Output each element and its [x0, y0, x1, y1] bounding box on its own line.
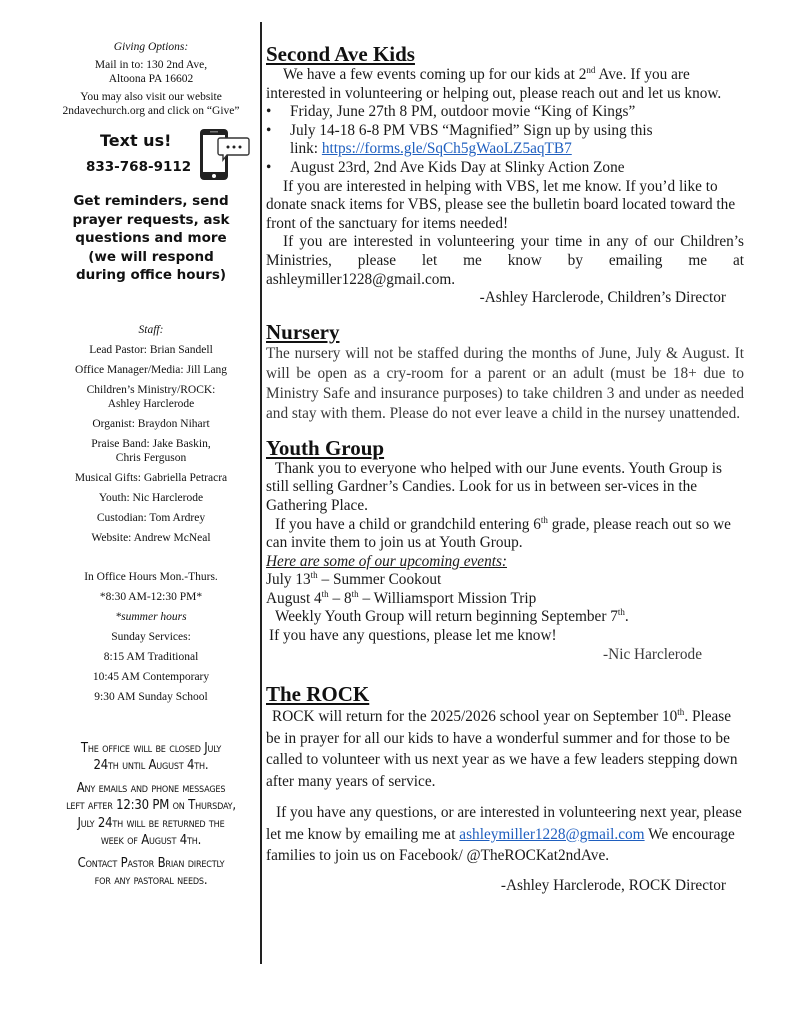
- vbs-signup-link[interactable]: https://forms.gle/SqCh5gWaoLZ5aqTB7: [321, 140, 572, 158]
- hours-line: 8:15 AM Traditional: [103, 650, 199, 663]
- text-us-block: [40, 128, 262, 188]
- text-us-phone: 833-768-9112: [86, 159, 192, 175]
- text: – Summer Cookout: [317, 571, 442, 589]
- smartphone-chat-icon: [198, 128, 250, 182]
- notice-line: left after 12:30 PM on Thursday,: [66, 798, 236, 813]
- text: . Please be in prayer for all our kids to have a wonderful summer and for those to be called to volunteer with us next year as we have a few leaders stepping down after many years of service.: [266, 708, 738, 790]
- youth-paragraph-1: Thank you to everyone who helped with our June events. Youth Group is still selling Gardner’s Candies. Look for us in between ser-vices in the Gathering Place.: [266, 459, 722, 514]
- nursery-body: The nursery will not be staffed during the months of June, July & August. It will be open as a cry-room for a parent or an adult (must be 18+ due to Ministry Safe and insurance purposes) to take children 3 and under as needed and stay with them. Please do not ever leave a child in the nursey unattended.: [266, 344, 744, 422]
- reminder-line: (we will respond: [88, 248, 214, 265]
- text: July 13: [266, 571, 311, 589]
- text: If you have any questions, or are interested in volunteering next year, please let me know by emailing me at: [266, 804, 742, 843]
- rock-signature: -Ashley Harclerode, ROCK Director: [500, 876, 726, 894]
- text: ROCK will return for the 2025/2026 school year on September 10: [272, 708, 678, 726]
- staff-item: Youth: Nic Harclerode: [98, 491, 204, 504]
- section-second-ave-kids: [266, 42, 744, 308]
- hours-line: In Office Hours Mon.-Thurs.: [84, 570, 218, 583]
- hours-note: *summer hours: [115, 610, 187, 623]
- column-divider: [260, 22, 262, 964]
- notice-line: Contact Pastor Brian directly: [77, 855, 225, 871]
- event-item: [266, 590, 744, 609]
- list-item: • Friday, June 27th 8 PM, outdoor movie “King of Kings”: [266, 103, 744, 122]
- hours-line: 10:45 AM Contemporary: [92, 670, 210, 683]
- text: Ave. If you are interested in volunteering or helping out, please reach out and let us know.: [266, 66, 722, 102]
- superscript: th: [677, 707, 685, 718]
- office-hours: [40, 570, 262, 704]
- notice-line: week of August 4th.: [100, 833, 202, 848]
- events-heading: Here are some of our upcoming events:: [266, 552, 508, 570]
- kids-intro: [266, 66, 744, 103]
- section-title: The ROCK: [266, 682, 370, 707]
- section-title: Second Ave Kids: [266, 42, 415, 66]
- text: We encourage families to join us on Facebook/ @TheROCKat2ndAve.: [266, 825, 735, 865]
- notice-line: The office will be closed July: [80, 740, 222, 756]
- youth-questions: If you have any questions, please let me know!: [269, 627, 557, 645]
- section-title: Nursery: [266, 319, 340, 344]
- staff-item: Office Manager/Media: Jill Lang: [74, 363, 228, 376]
- hours-line: Sunday Services:: [111, 630, 191, 643]
- staff-item: Chris Ferguson: [115, 451, 187, 464]
- text: August 4: [266, 589, 322, 607]
- hours-line: 9:30 AM Sunday School: [94, 690, 208, 703]
- superscript: th: [310, 570, 318, 581]
- website-line-2: 2ndavechurch.org and click on “Give”: [62, 105, 240, 117]
- rock-paragraph-1: [266, 706, 744, 792]
- reminder-line: questions and more: [75, 230, 227, 246]
- mail-line-2: Altoona PA 16602: [108, 73, 194, 85]
- hours-line: *8:30 AM-12:30 PM*: [99, 590, 203, 603]
- notice-line: July 24th will be returned the: [77, 815, 225, 831]
- staff-item: Musical Gifts: Gabriella Petracra: [74, 471, 228, 484]
- event-item: [266, 571, 744, 590]
- notice-line: for any pastoral needs.: [94, 873, 208, 888]
- volunteer-paragraph: If you are interested in volunteering your time in any of our Children’s Ministries, please let me know by emailing me at ashleymiller1228@gmail.com.: [266, 233, 744, 288]
- section-the-rock: [266, 682, 744, 895]
- staff-item: Website: Andrew McNeal: [91, 531, 211, 544]
- superscript: th: [351, 588, 359, 599]
- giving-options-title: Giving Options:: [113, 41, 189, 53]
- kids-signature: -Ashley Harclerode, Children’s Director: [479, 289, 726, 307]
- reminder-line: prayer requests, ask: [72, 211, 230, 228]
- reminder-line: Get reminders, send: [73, 193, 229, 209]
- rock-email-link[interactable]: ashleymiller1228@gmail.com: [459, 825, 645, 843]
- vbs-paragraph: If you are interested in helping with VBS, let me know. If you’d like to donate snack items for VBS, please see the bulletin board located toward the front of the sanctuary for items needed!: [266, 177, 736, 232]
- reminder-line: during office hours): [75, 267, 227, 283]
- list-item: • August 23rd, 2nd Ave Kids Day at Slinky Action Zone: [266, 159, 744, 178]
- text: Weekly Youth Group will return beginning September 7: [275, 608, 618, 626]
- text-us-heading: Text us!: [100, 131, 172, 150]
- text: – Williamsport Mission Trip: [358, 589, 537, 607]
- youth-paragraph-2: [266, 516, 744, 553]
- staff-item: Children’s Ministry/ROCK:: [86, 383, 216, 396]
- mail-line-1: Mail in to: 130 2nd Ave,: [94, 59, 208, 71]
- superscript: th: [617, 607, 625, 618]
- superscript: nd: [586, 64, 596, 75]
- section-youth-group: [266, 436, 744, 665]
- staff-item: Lead Pastor: Brian Sandell: [89, 343, 213, 356]
- text: .: [624, 608, 629, 626]
- notice-line: Any emails and phone messages: [76, 780, 226, 796]
- office-closed-notice: [40, 740, 262, 890]
- staff-item: Organist: Braydon Nihart: [92, 417, 210, 430]
- main-content: [266, 42, 744, 907]
- text: – 8: [328, 589, 352, 607]
- staff-title: Staff:: [138, 323, 164, 336]
- staff-item: Custodian: Tom Ardrey: [96, 511, 206, 524]
- link-label: link:: [290, 140, 322, 158]
- text-us-description: [40, 192, 262, 285]
- kids-events-list: [266, 103, 744, 177]
- notice-line: 24th until August 4th.: [93, 758, 209, 773]
- staff-item: Praise Band: Jake Baskin,: [91, 437, 211, 450]
- text: We have a few events coming up for our kids at 2: [283, 66, 587, 83]
- section-nursery: [266, 320, 744, 424]
- text: July 14-18 6-8 PM VBS “Magnified” Sign up by using this: [290, 121, 653, 139]
- text: grade, please reach out so we can invite them to join us at Youth Group.: [266, 515, 731, 552]
- list-item: [266, 122, 744, 159]
- website-line-1: You may also visit our website: [80, 91, 222, 103]
- weekly-youth-note: [266, 608, 744, 627]
- youth-signature: -Nic Harclerode: [603, 645, 702, 663]
- section-title: Youth Group: [266, 435, 385, 460]
- staff-list: [40, 323, 262, 545]
- text: If you have a child or grandchild entering 6: [275, 515, 541, 533]
- superscript: th: [321, 588, 329, 599]
- rock-paragraph-2: [266, 802, 744, 867]
- staff-item: Ashley Harclerode: [107, 397, 195, 410]
- superscript: th: [540, 514, 548, 525]
- sidebar: [40, 40, 262, 895]
